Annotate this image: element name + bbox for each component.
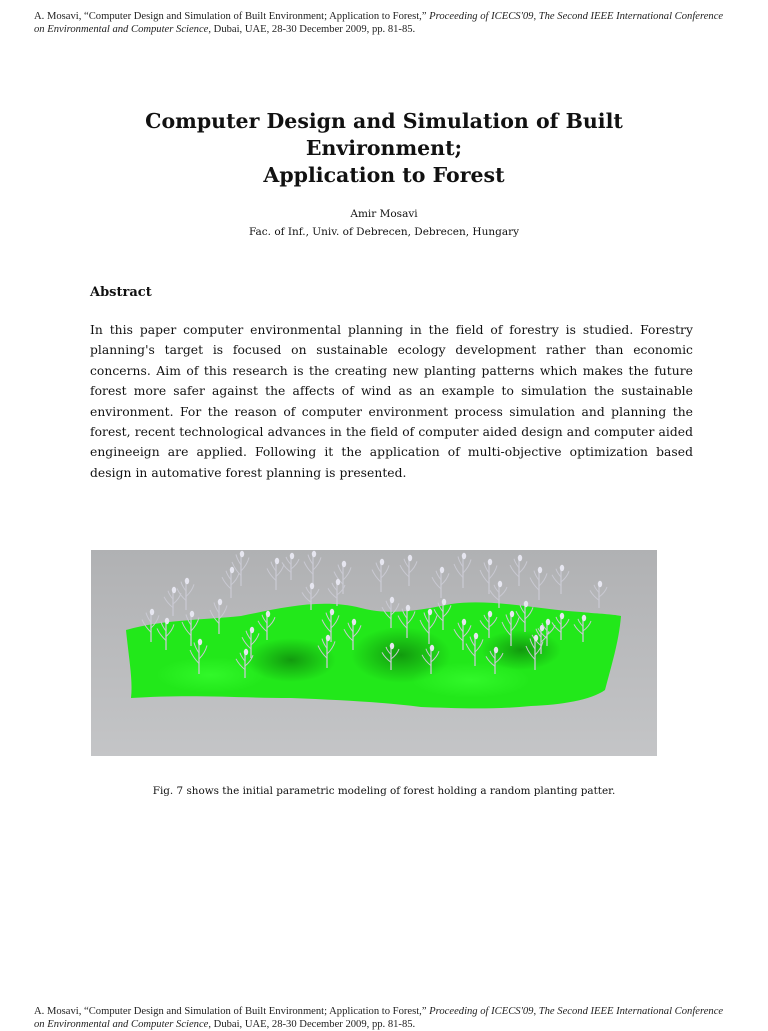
author-name: Amir Mosavi	[350, 208, 418, 220]
title-line-1: Computer Design and Simulation of Built Environment;	[145, 109, 623, 160]
header-conference: The Second IEEE International Conference on Environmental and Computer Science	[34, 11, 724, 35]
running-footer	[34, 1005, 734, 1031]
header-citation: A. Mosavi, “Computer Design and Simulation of Built Environment; Application to Forest,”	[34, 11, 430, 22]
author-affiliation: Fac. of Inf., Univ. of Debrecen, Debrecen, Hungary	[248, 226, 520, 238]
abstract-body: In this paper computer environmental planning in the field of forestry is studied. Forestry planning's target is focused on sustainable ecology development rather than economic concerns. Aim of this research is the creating new planting patterns which makes the future forest more safer against the affects of wind as an example to simulation the sustainable environment. For the reason of computer environment process simulation and planning the forest, recent technological advances in the field of computer aided design and computer aided engineeign are applied. Following it the application of multi-objective optimization based design in automative forest planning is presented.	[90, 323, 693, 480]
header-proceeding: Proceeding of ICECS'09	[429, 11, 534, 22]
footer-proceeding: Proceeding of ICECS'09	[429, 1006, 534, 1017]
header-separator: ,	[533, 11, 539, 22]
terrain-highlight	[156, 657, 266, 693]
running-header	[34, 10, 734, 36]
header-location: , Dubai, UAE, 28-30 December 2009, pp. 81-85.	[208, 24, 416, 35]
forest-model-figure	[91, 550, 657, 756]
terrain-highlight	[411, 662, 531, 698]
forest-render	[91, 550, 657, 756]
footer-citation: A. Mosavi, “Computer Design and Simulation of Built Environment; Application to Forest,”	[34, 1006, 430, 1017]
figure-caption: Fig. 7 shows the initial parametric modeling of forest holding a random planting patter.	[152, 785, 616, 797]
title-line-2: Application to Forest	[263, 163, 505, 187]
footer-conference: The Second IEEE International Conference on Environmental and Computer Science	[34, 1006, 724, 1030]
footer-separator: ,	[533, 1006, 539, 1017]
footer-location: , Dubai, UAE, 28-30 December 2009, pp. 81-85.	[208, 1019, 416, 1030]
abstract-heading: Abstract	[90, 285, 152, 300]
paper-title	[80, 108, 688, 189]
